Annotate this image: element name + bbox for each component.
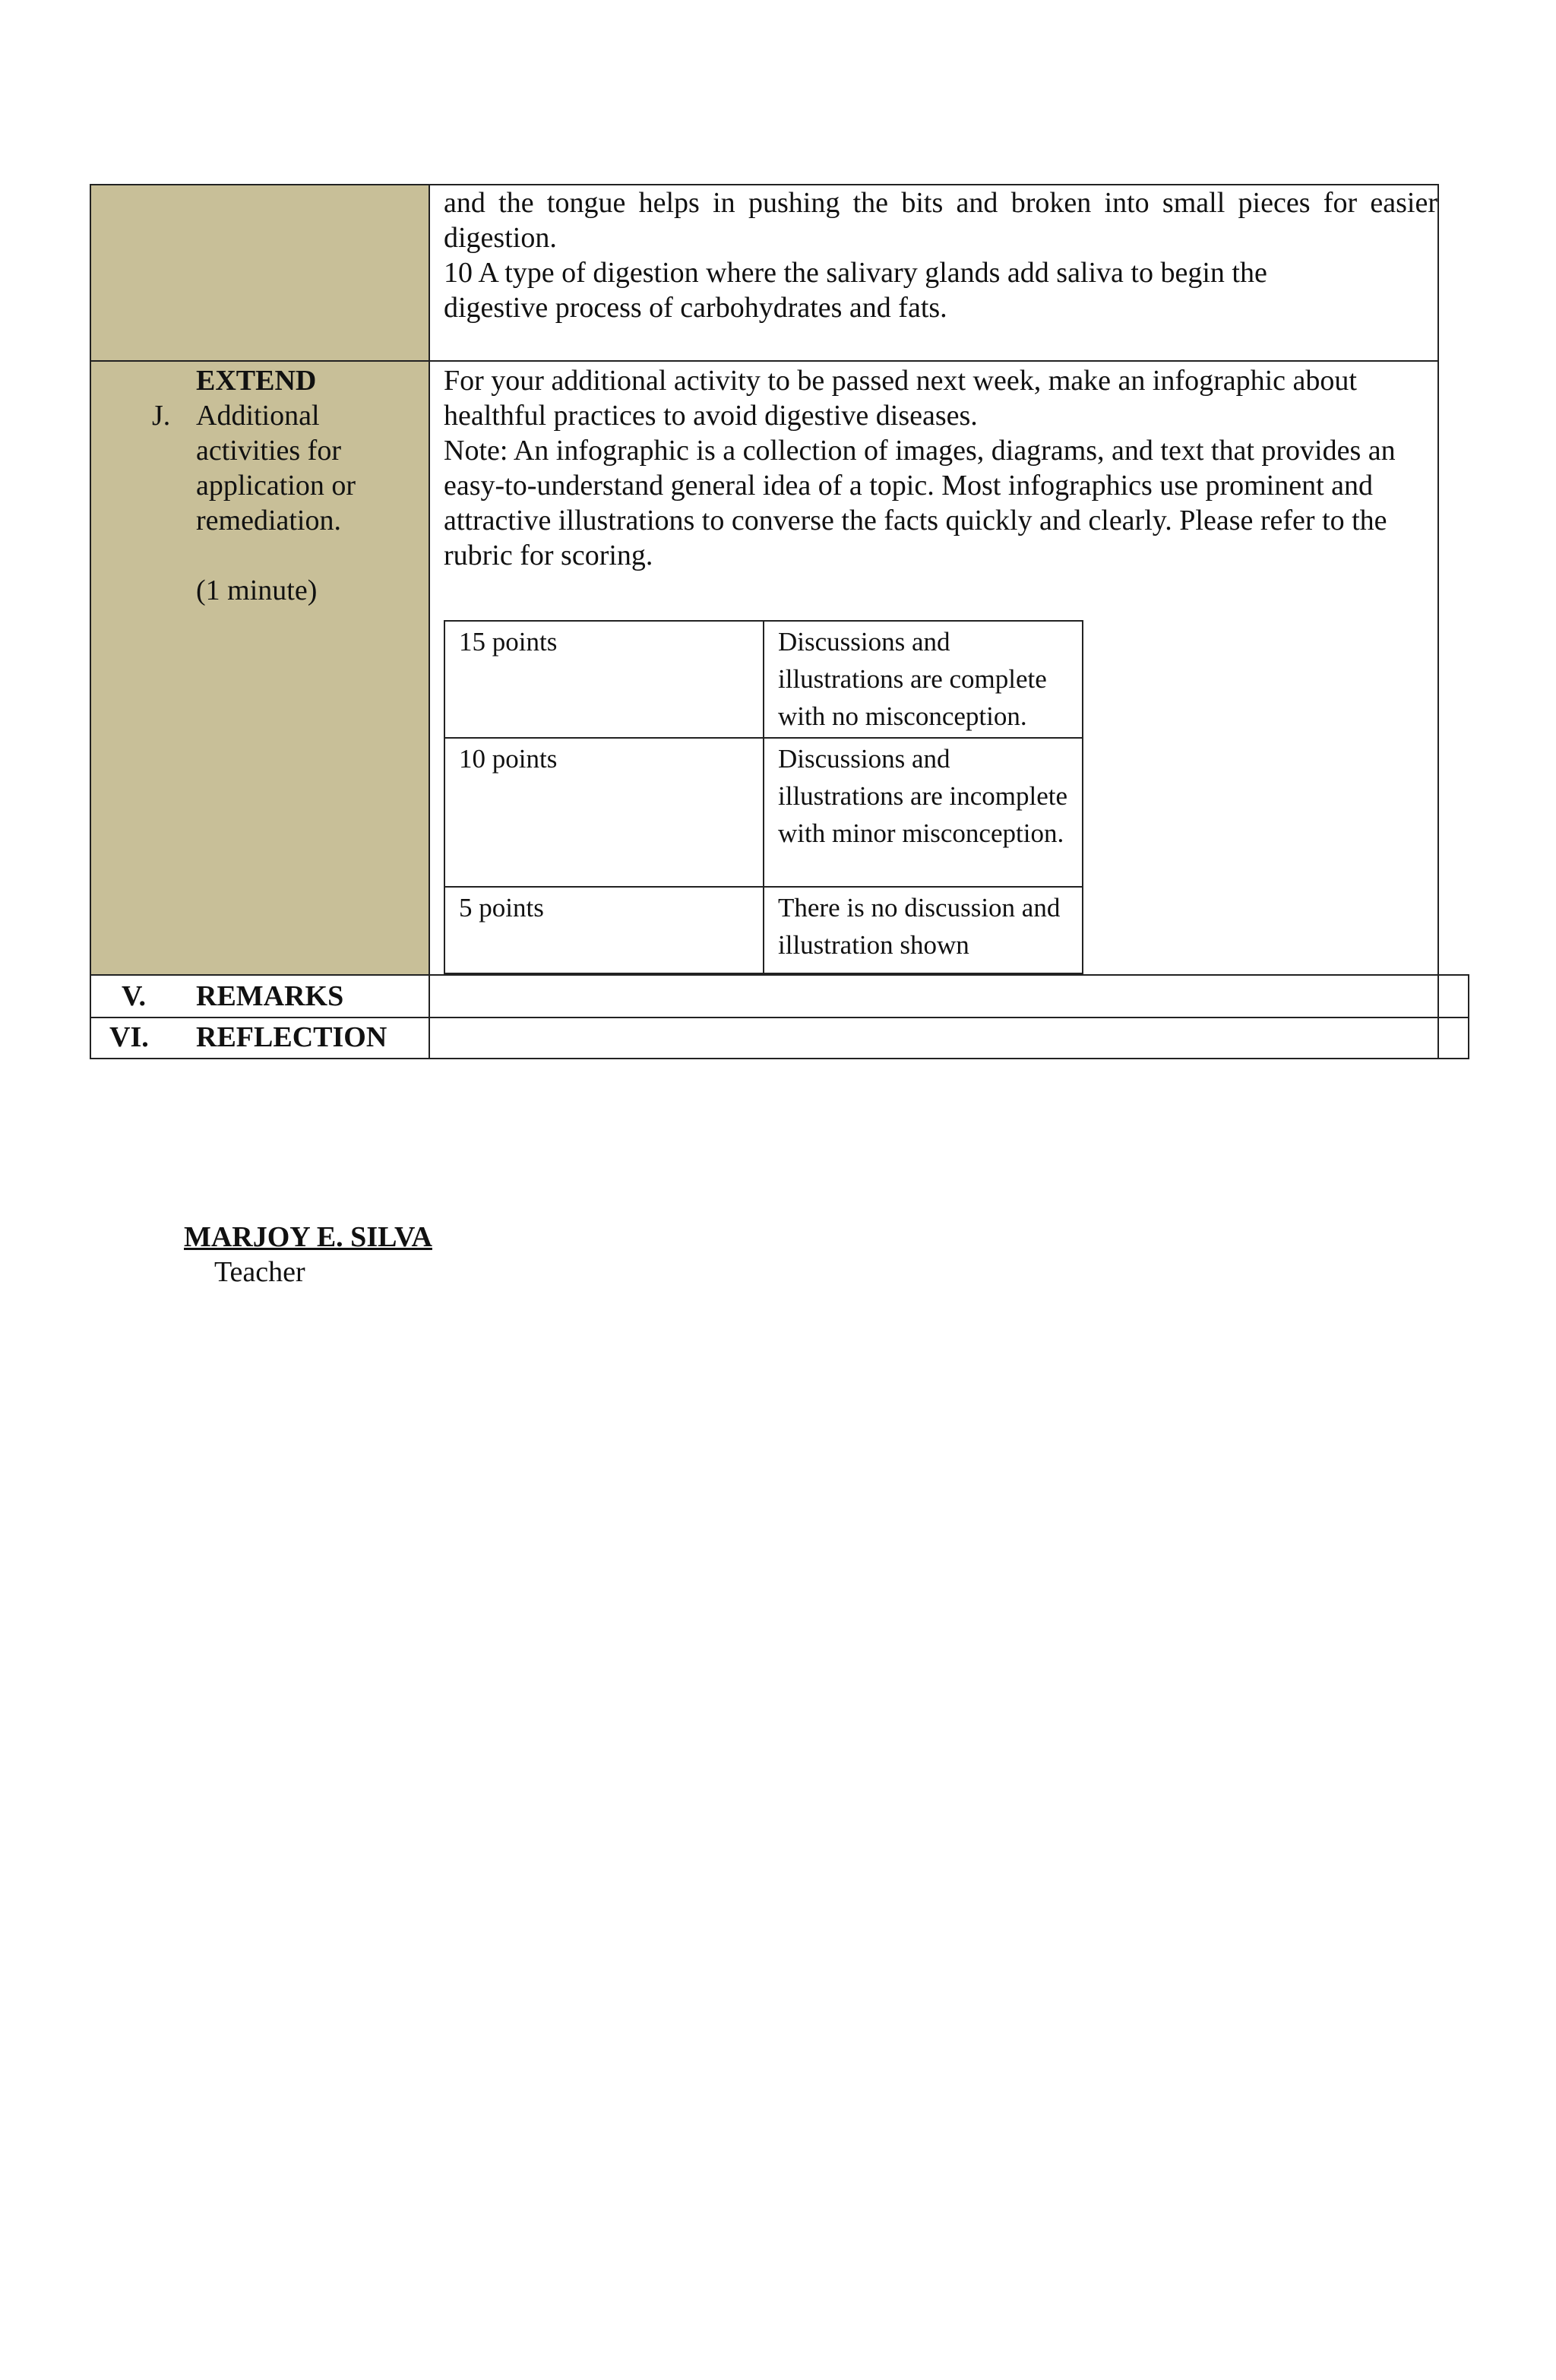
- top-content-cell: [429, 184, 1439, 362]
- rubric-row: [444, 621, 1083, 738]
- rubric-points: 10 points: [444, 738, 764, 887]
- top-label-cell: [90, 184, 430, 362]
- extend-note: Note: An infographic is a collection of images, diagrams, and text that provides an easy-to-understand general idea of a topic. Most infographics use prominent and attractive illustrations to converse the facts quickly and clearly. Please refer to the rubric for scoring.: [444, 435, 1396, 571]
- reflection-label: REFLECTION: [196, 1021, 387, 1053]
- rubric-row: [444, 738, 1083, 887]
- remarks-numeral: V.: [122, 980, 147, 1012]
- rubric-table: [444, 620, 1083, 974]
- reflection-numeral: VI.: [109, 1021, 149, 1053]
- remarks-label: REMARKS: [196, 980, 344, 1012]
- signature-name: MARJOY E. SILVA: [184, 1221, 432, 1253]
- rubric-points: 5 points: [444, 887, 764, 973]
- extend-label: Additional activities for application or remediation.: [196, 400, 356, 536]
- extend-time: (1 minute): [196, 574, 318, 606]
- remarks-extra-cell: [1437, 974, 1469, 1018]
- reflection-label-cell: [90, 1017, 430, 1059]
- extend-letter: J.: [152, 400, 171, 432]
- extend-content-cell: [429, 360, 1439, 976]
- extend-instruction: For your additional activity to be passed next week, make an infographic about healthful practices to avoid digestive diseases.: [444, 365, 1357, 432]
- reflection-extra-cell: [1437, 1017, 1469, 1059]
- rubric-description: Discussions and illustrations are incomplete with minor misconception.: [764, 738, 1083, 887]
- rubric-points: 15 points: [444, 621, 764, 738]
- rubric-row: [444, 887, 1083, 973]
- content-line-2: 10 A type of digestion where the salivary glands add saliva to begin the digestive process of carbohydrates and fats.: [444, 257, 1267, 324]
- reflection-content-cell: [429, 1017, 1439, 1059]
- extend-heading: EXTEND: [196, 365, 317, 397]
- extend-label-cell: [90, 360, 430, 976]
- signature-title: Teacher: [214, 1256, 305, 1288]
- remarks-content-cell: [429, 974, 1439, 1018]
- remarks-label-cell: [90, 974, 430, 1018]
- rubric-description: There is no discussion and illustration shown: [764, 887, 1083, 973]
- rubric-description: Discussions and illustrations are complete with no misconception.: [764, 621, 1083, 738]
- content-line-1: and the tongue helps in pushing the bits and broken into small pieces for easier digestion.: [444, 187, 1437, 254]
